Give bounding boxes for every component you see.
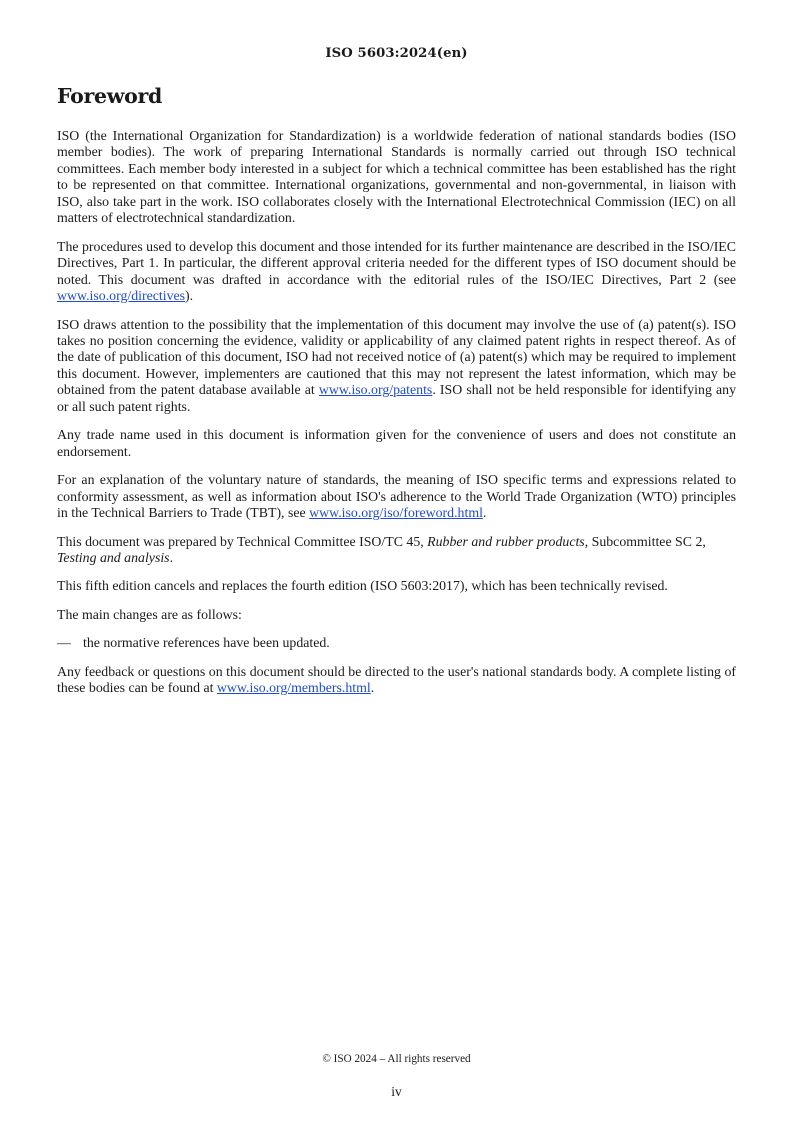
paragraph-voluntary-nature-text: For an explanation of the voluntary nature of standards, the meaning of ISO specific terms and expressions related to conformity assessment, as well as information about ISO's adherence to the World Trade Organization (WTO) principles in the Technical Barriers to Trade (TBT), see [57, 472, 736, 521]
paragraph-patents [57, 317, 736, 416]
document-identifier: ISO 5603:2024(en) [325, 46, 468, 61]
paragraph-feedback-end: . [370, 680, 375, 696]
paragraph-patents-end: . ISO shall not be held responsible for identifying any or all such patent rights. [57, 382, 736, 414]
paragraph-procedures-text: The procedures used to develop this document and those intended for its further maintenance are described in the ISO/IEC Directives, Part 1. In particular, the different approval criteria needed for the different types of ISO document should be noted. This document was drafted in accordance with the editorial rules of the ISO/IEC Directives, Part 2 (see [57, 238, 736, 287]
paragraph-feedback-text: Any feedback or questions on this document should be directed to the user's national standards body. A complete listing of these bodies can be found at [57, 663, 736, 696]
foreword-body [57, 128, 736, 709]
copyright-notice: © ISO 2024 – All rights reserved [322, 1053, 471, 1065]
paragraph-committee-end: . [169, 549, 174, 565]
patents-link[interactable]: www.iso.org/patents [318, 382, 433, 398]
paragraph-iso-intro: ISO (the International Organization for Standardization) is a worldwide federation of national standards bodies (ISO member bodies). The work of preparing International Standards is normally carried out through ISO technical committees. Each member body interested in a subject for which a technical committee has been established has the right to be represented on that committee. International organizations, governmental and non-governmental, in liaison with ISO, also take part in the work. ISO collaborates closely with the International Electrotechnical Commission (IEC) on all matters of electrotechnical standardization. [57, 128, 736, 226]
dash-marker: — [57, 635, 71, 651]
paragraph-trade-name: Any trade name used in this document is information given for the convenience of users and does not constitute an endorsement. [57, 427, 736, 459]
paragraph-main-changes: The main changes are as follows: [57, 606, 242, 622]
foreword-link[interactable]: www.iso.org/iso/foreword.html [309, 505, 483, 521]
change-item-text: the normative references have been updated. [83, 635, 330, 651]
paragraph-committee-middle: , Subcommittee SC 2, [584, 533, 706, 549]
paragraph-voluntary-nature-end: . [482, 505, 487, 521]
members-link[interactable]: www.iso.org/members.html [216, 680, 371, 696]
subcommittee-name: Testing and analysis [57, 549, 170, 565]
paragraph-patents-text: ISO draws attention to the possibility that the implementation of this document may involve the use of (a) patent(s). ISO takes no position concerning the evidence, validity or applicability of any claimed patent rights in respect thereof. As of the date of publication of this document, ISO had not received notice of (a) patent(s) which may be required to implement this document. However, implementers are cautioned that this may not represent the latest information, which may be obtained from the patent database available at [57, 316, 736, 398]
list-item [57, 635, 736, 651]
paragraph-committee-text: This document was prepared by Technical Committee ISO/TC 45, [57, 533, 428, 549]
paragraph-edition: This fifth edition cancels and replaces the fourth edition (ISO 5603:2017), which has been technically revised. [57, 578, 668, 594]
page-title: Foreword [57, 84, 163, 108]
paragraph-voluntary-nature [57, 472, 736, 521]
committee-name: Rubber and rubber products [427, 533, 585, 549]
paragraph-procedures-end: ). [185, 288, 194, 304]
paragraph-committee [57, 534, 736, 567]
paragraph-feedback [57, 664, 736, 697]
directives-link[interactable]: www.iso.org/directives [57, 288, 186, 304]
page-number: iv [391, 1084, 402, 1099]
paragraph-procedures [57, 239, 736, 305]
